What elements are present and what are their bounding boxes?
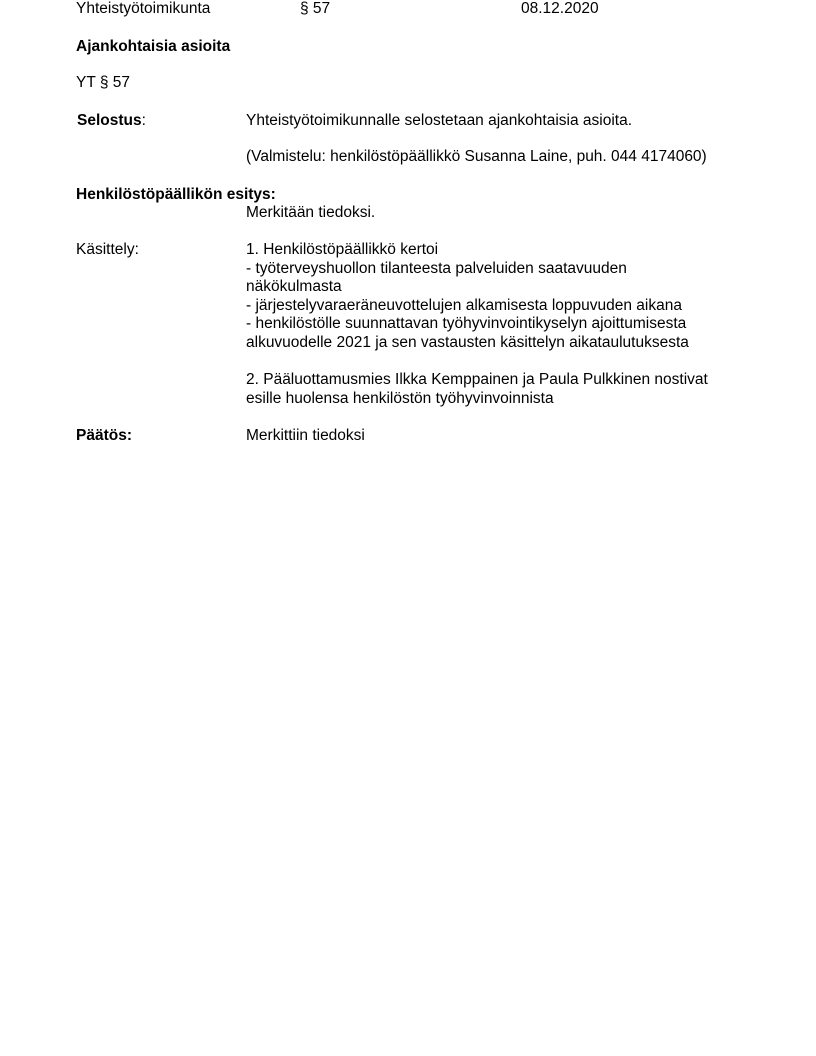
paatos-label: Päätös: [76, 427, 132, 444]
selostus-label [77, 112, 146, 130]
kasittely-line: esille huolensa henkilöstön työhyvinvoinnista [246, 389, 554, 407]
kasittely-line: 1. Henkilöstöpäällikkö kertoi [246, 241, 439, 258]
kasittely-line: näkökulmasta [246, 278, 342, 295]
kasittely-body-2 [246, 371, 708, 408]
selostus-text: Yhteistyötoimikunnalle selostetaan ajankohtaisia asioita. [246, 112, 633, 129]
selostus-preparer: (Valmistelu: henkilöstöpäällikkö Susanna Laine, puh. 044 4174060) [246, 148, 707, 165]
kasittely-label: Käsittely: [76, 241, 139, 258]
header-date: 08.12.2020 [521, 0, 599, 17]
header-body-name: Yhteistyötoimikunta [76, 0, 211, 17]
esitys-label: Henkilöstöpäällikön esitys: [76, 186, 276, 203]
kasittely-line: alkuvuodelle 2021 ja sen vastausten käsittelyn aikataulutuksesta [246, 333, 689, 351]
item-reference: YT § 57 [76, 74, 131, 91]
kasittely-line: 2. Pääluottamusmies Ilkka Kemppainen ja Paula Pulkkinen nostivat [246, 371, 708, 388]
item-title: Ajankohtaisia asioita [76, 38, 231, 55]
kasittely-line: - järjestelyvaraeräneuvottelujen alkamisesta loppuvuden aikana [246, 296, 682, 314]
kasittely-body [246, 241, 689, 352]
selostus-label-colon: : [141, 112, 146, 129]
kasittely-line: - työterveyshuollon tilanteesta palveluiden saatavuuden [246, 259, 627, 277]
kasittely-line: - henkilöstölle suunnattavan työhyvinvointikyselyn ajoittumisesta [246, 315, 687, 332]
selostus-label-text: Selostus [77, 112, 142, 129]
esitys-text: Merkitään tiedoksi. [246, 204, 376, 221]
header-section: § 57 [300, 0, 331, 17]
paatos-text: Merkittiin tiedoksi [246, 427, 365, 444]
